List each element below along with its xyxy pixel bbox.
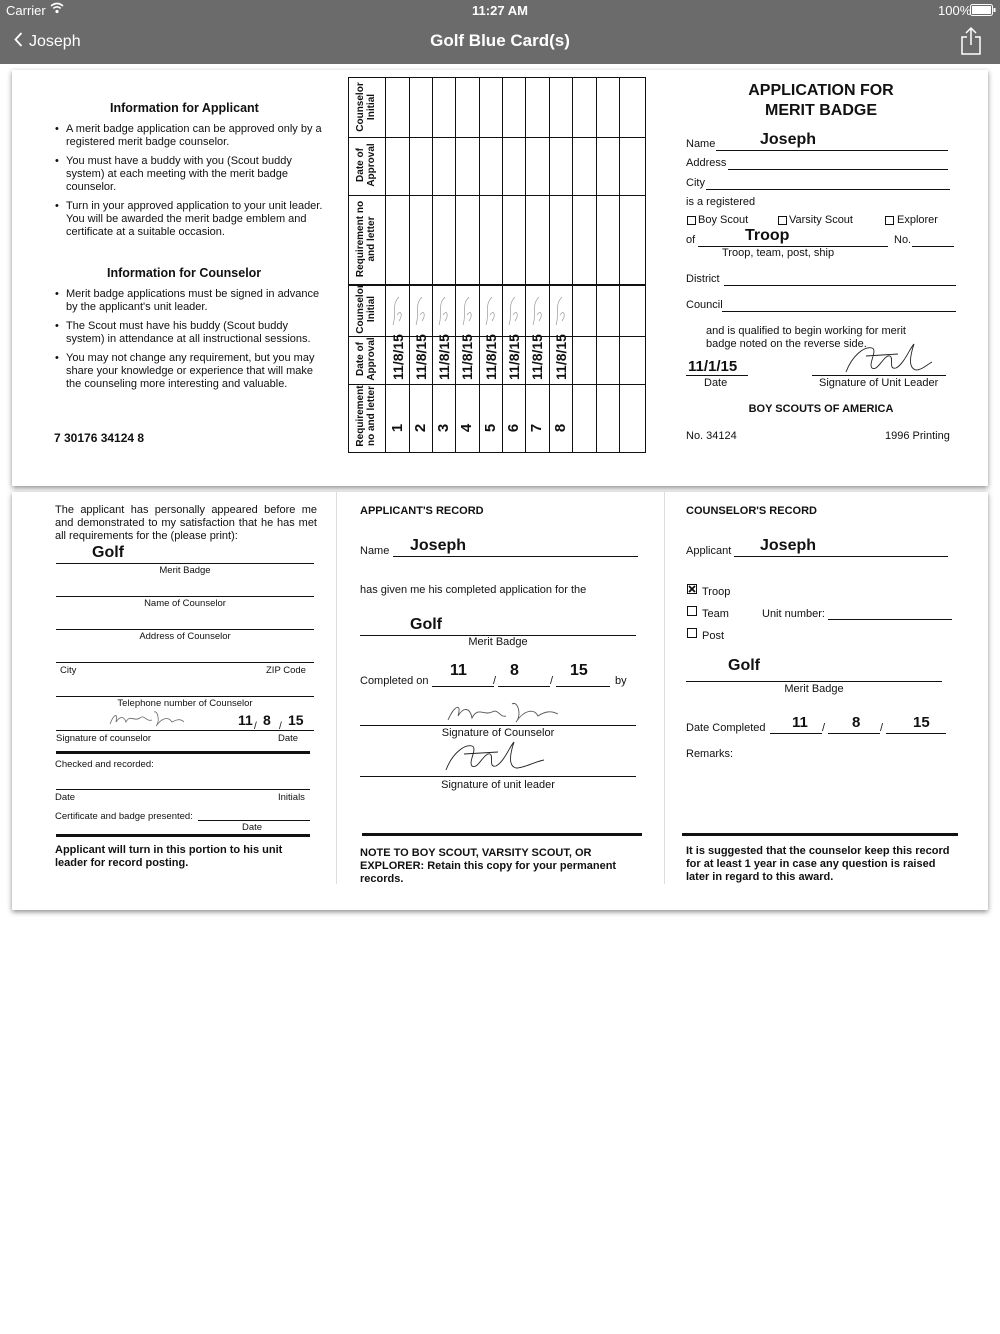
list-item: • A merit badge application can be approved only by a registered merit badge counselor. — [66, 123, 328, 149]
city-caption: City — [60, 665, 77, 676]
application-date-value: 11/1/15 — [688, 358, 738, 375]
counselor-sign-year: 15 — [288, 712, 304, 728]
date-caption: Date — [278, 733, 299, 744]
grid-label-date-approval: Date of Approval — [355, 143, 377, 187]
council-label: Council — [686, 299, 723, 311]
checkmark-x-icon — [688, 585, 696, 593]
name-of-counselor-caption: Name of Counselor — [144, 598, 226, 609]
carrier-label: Carrier — [6, 3, 46, 18]
grid-label-requirement: Requirement no and letter — [355, 385, 377, 447]
address-label: Address — [686, 157, 727, 169]
cr-month: 11 — [792, 714, 808, 731]
requirement-6: 6 — [505, 423, 522, 433]
certificate-label: Certificate and badge presented: — [55, 811, 193, 822]
ar-signature-counselor-caption: Signature of Counselor — [441, 727, 555, 739]
approval-date-5: 11/8/15 — [483, 334, 499, 380]
ar-footer-note: NOTE TO BOY SCOUT, VARSITY SCOUT, OR EXPLORER: Retain this copy for your permanent records. — [360, 847, 617, 883]
list-item: • You must have a buddy with you (Scout buddy system) at each meeting with the merit badge counselor. — [66, 155, 328, 194]
back-button[interactable] — [14, 32, 81, 52]
cr-remarks-label: Remarks: — [686, 748, 734, 760]
back-label: Joseph — [29, 33, 81, 51]
grid-label-counselor-initial: Counselor Initial — [355, 284, 377, 334]
badge-name-value: Golf — [92, 544, 124, 561]
grid-label-date-approval: Date of Approval — [355, 337, 377, 381]
qualified-text: and is qualified to begin working for merit badge noted on the reverse side. — [706, 325, 906, 350]
ar-completed-text: has given me his completed application for the — [360, 584, 587, 596]
ar-counselor-signature — [442, 698, 562, 728]
team-checkbox[interactable] — [687, 606, 697, 616]
list-item: • Turn in your approved application to your unit leader. You will be awarded the merit badge emblem and certificate at a suitable occasion. — [66, 200, 328, 239]
form-number: No. 34124 — [686, 430, 737, 442]
applicant-name-value: Joseph — [760, 131, 817, 148]
cr-troop-label: Troop — [702, 586, 731, 598]
requirement-3: 3 — [435, 423, 452, 433]
chevron-left-icon — [14, 32, 23, 52]
printing-year: 1996 Printing — [885, 430, 950, 442]
battery-label: 100% — [938, 3, 972, 18]
card-back: The applicant has personally appeared before me and demonstrated to my satisfaction that he has met all requirements for the (please print): Golf Merit Badge Name of Counselor Address of Counselor City ZIP Code Telephone number of Counselor 11 / 8 / 15 Signature of counselor Date Checked and recorded: Date Initials Certificate and badge presented: Date Applicant will turn in this portion to his unit leader for record posting. APPLICANT'S RECORD Name Joseph has given me his completed application for the Golf Merit Badge Completed on / / 11 8 15 by Signature of Counselor Signature of unit leader NOTE TO BOY SCOUT, VARSITY SCOUT, OR EXPLORER: Retain this copy for your permanent records. COUNSELOR'S RECORD Applicant Joseph Troop Team Unit number: Post Golf Merit Badge Date Completed / / 11 8 15 Remarks: It is suggested that the counselor keep this record for at least 1 year in case any question is raised later in regard to this award. — [12, 492, 988, 910]
counselor-sign-day: 8 — [263, 712, 271, 728]
zip-caption: ZIP Code — [266, 665, 306, 676]
name-label: Name — [686, 138, 716, 150]
ar-name-value: Joseph — [410, 537, 467, 554]
left-footer-note: Applicant will turn in this portion to his unit leader for record posting. — [55, 844, 283, 869]
checked-recorded-label: Checked and recorded: — [55, 759, 154, 770]
varsity-scout-label: Varsity Scout — [789, 214, 853, 226]
info-counselor-title: Information for Counselor — [107, 266, 262, 280]
org-name: BOY SCOUTS OF AMERICA — [748, 403, 894, 415]
cr-applicant-label: Applicant — [686, 545, 732, 557]
cr-year: 15 — [913, 714, 930, 731]
requirement-1: 1 — [389, 423, 406, 433]
cr-footer-note: It is suggested that the counselor keep this record for at least 1 year in case any question is raised later in regard to this award. — [686, 845, 950, 883]
approval-date-2: 11/8/15 — [413, 334, 429, 380]
navigation-bar — [0, 20, 1000, 64]
ar-completed-on-label: Completed on — [360, 675, 429, 687]
approval-date-8: 11/8/15 — [553, 334, 569, 380]
ar-signature-leader-caption: Signature of unit leader — [441, 779, 555, 791]
cr-badge-value: Golf — [728, 657, 760, 674]
approval-date-3: 11/8/15 — [436, 334, 452, 380]
share-button[interactable] — [958, 26, 984, 56]
cr-post-label: Post — [702, 630, 725, 642]
varsity-scout-checkbox[interactable] — [778, 216, 787, 225]
barcode-number: 7 30176 34124 8 — [54, 431, 145, 445]
cr-day: 8 — [852, 714, 861, 731]
info-applicant-title: Information for Applicant — [110, 101, 259, 115]
counselor-sign-month: 11 — [238, 712, 253, 728]
signature-unit-leader-caption: Signature of Unit Leader — [819, 377, 939, 389]
troop-caption: Troop, team, post, ship — [722, 247, 835, 259]
address-of-counselor-caption: Address of Counselor — [139, 631, 231, 642]
of-label: of — [686, 234, 696, 246]
registered-text: is a registered — [686, 196, 756, 208]
cr-date-completed-label: Date Completed — [686, 722, 766, 734]
telephone-caption: Telephone number of Counselor — [117, 698, 253, 709]
share-icon — [958, 43, 984, 60]
date-caption: Date — [242, 822, 263, 833]
requirement-2: 2 — [412, 423, 429, 433]
applicant-bullets — [54, 123, 328, 245]
approval-date-4: 11/8/15 — [459, 334, 475, 380]
requirement-5: 5 — [482, 423, 499, 433]
signature-of-counselor-caption: Signature of counselor — [56, 733, 152, 744]
battery-icon — [970, 4, 996, 19]
grid-label-requirement: Requirement no and letter — [355, 200, 377, 278]
status-bar — [0, 0, 1000, 20]
applicant-record-title: APPLICANT'S RECORD — [360, 505, 484, 517]
ar-footer-container — [360, 847, 634, 883]
unit-leader-signature — [838, 342, 934, 378]
application-title-1: APPLICATION FOR — [748, 82, 894, 99]
card-front — [12, 70, 988, 486]
counselor-signature — [106, 708, 188, 730]
city-label: City — [686, 177, 705, 189]
application-title-2: MERIT BADGE — [765, 102, 877, 119]
list-item: • You may not change any requirement, but you may share your knowledge or experience that will make the counseling more interesting and valuable. — [66, 352, 328, 391]
ar-day: 8 — [510, 662, 519, 679]
explorer-label: Explorer — [897, 214, 938, 226]
grid-label-counselor-initial: Counselor Initial — [355, 82, 377, 132]
intro-text: The applicant has personally appeared before me and demonstrated to my satisfaction that he has met all requirements for the (please print): — [55, 504, 317, 542]
approval-date-1: 11/8/15 — [390, 334, 406, 380]
initials-caption: Initials — [278, 792, 305, 803]
ar-by-label: by — [615, 675, 627, 687]
cr-unit-number-label: Unit number: — [762, 608, 825, 620]
cr-footer-container — [686, 845, 958, 883]
ar-year: 15 — [570, 662, 588, 679]
merit-badge-caption: Merit Badge — [159, 565, 211, 576]
ar-badge-value: Golf — [410, 616, 442, 633]
cr-team-label: Team — [702, 608, 729, 620]
list-item: • Merit badge applications must be signed in advance by the applicant's unit leader. — [66, 288, 328, 314]
date-caption: Date — [55, 792, 76, 803]
ar-month: 11 — [450, 662, 467, 679]
counselor-record-title: COUNSELOR'S RECORD — [686, 505, 817, 517]
approval-date-7: 11/8/15 — [529, 334, 545, 380]
requirement-8: 8 — [552, 423, 569, 433]
boy-scout-checkbox[interactable] — [687, 216, 696, 225]
date-caption: Date — [704, 377, 728, 389]
troop-value: Troop — [745, 227, 790, 244]
troop-checkbox[interactable] — [687, 584, 697, 594]
ar-merit-badge-caption: Merit Badge — [468, 636, 528, 648]
counselor-bullets — [54, 288, 328, 397]
post-checkbox[interactable] — [687, 628, 697, 638]
requirement-7: 7 — [528, 423, 545, 433]
page-title: Golf Blue Card(s) — [430, 31, 570, 50]
requirements-grid — [348, 77, 646, 453]
boy-scout-label: Boy Scout — [698, 214, 749, 226]
cr-applicant-value: Joseph — [760, 537, 817, 554]
explorer-checkbox[interactable] — [885, 216, 894, 225]
counselor-initials-marks — [385, 285, 572, 335]
ar-name-label: Name — [360, 545, 390, 557]
list-item: • The Scout must have his buddy (Scout buddy system) in attendance at all instructional sessions. — [66, 320, 328, 346]
no-label: No. — [894, 234, 912, 246]
clock: 11:27 AM — [472, 3, 528, 18]
ar-unit-leader-signature — [440, 740, 550, 776]
requirement-4: 4 — [458, 423, 475, 433]
approval-date-6: 11/8/15 — [506, 334, 522, 380]
district-label: District — [686, 273, 720, 285]
cr-merit-badge-caption: Merit Badge — [784, 683, 844, 695]
